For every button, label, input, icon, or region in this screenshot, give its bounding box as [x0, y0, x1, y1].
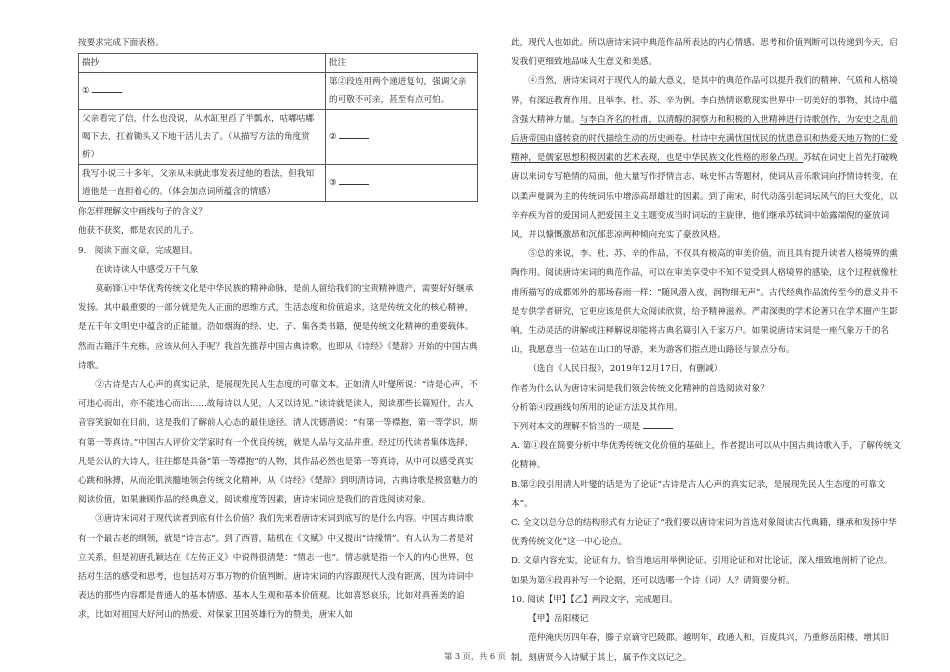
cell-label: ② [329, 132, 337, 143]
underlined-sentence: 与李白齐名的杜甫，以清醇的洞察力和积极的入世精神进行诗歌创作，为安史之乱前后唐帝国由盛转衰的时代描绘生动的历史画卷。杜诗中充满忧国忧民的忧患意识和热爱天地万物的仁爱精神，是儒家思想积极因素的艺术表现，也是中华民族文化性格的形象凸现。 [511, 114, 898, 164]
question-c-text: 下列对本文的理解不恰当的一项是 [511, 422, 640, 433]
article-title: 在读诗读人中感受万千气象 [95, 264, 199, 275]
answer-blank[interactable] [339, 174, 369, 185]
page-number: 第 3 页，共 6 页 [444, 651, 506, 661]
passage-jia-title: 【甲】岳阳楼记 [528, 614, 589, 625]
answer-blank[interactable] [339, 128, 369, 139]
cell-label: ① [82, 86, 90, 97]
table-cell-note: 第②段连用两个递进复句，强调父亲的可敬不可亲，甚至有点可怕。 [326, 73, 478, 110]
cell-label: ③ [329, 178, 337, 189]
question-a: 作者为什么认为唐诗宋词是我们领会传统文化精神的首选阅读对象？ [511, 383, 769, 394]
table-cell-note [326, 165, 478, 202]
answer-blank[interactable] [92, 82, 122, 93]
option-b: B.第②段引用清人叶燮的话是为了论证“古诗是古人心声的真实记录，是展现先民人生态度的可靠文本”。 [511, 479, 886, 509]
question-understand: 你怎样理解文中画线句子的含义？ [78, 207, 207, 218]
table-intro: 按要求完成下面表格。 [78, 38, 164, 48]
table-cell-excerpt [79, 73, 326, 110]
table-row [79, 165, 478, 202]
table-row [79, 73, 478, 110]
table-header-excerpt: 揣抄 [79, 54, 326, 73]
table-cell-excerpt: 父亲看完了信，什么也没说，从水缸里舀了半瓢水，咕嘟咕嘟喝下去，扛着锄头又下地干活儿去了。（从描写方法的角度赏析） [79, 110, 326, 165]
paragraph-4 [511, 72, 903, 245]
paragraph-2: ②古诗是古人心声的真实记录，是展现先民人生态度的可靠文本。正如清人叶燮所说：“诗是心声，不可违心而出，亦不能违心而出……故每诗以人见，人又以诗见。”读诗就是读人，阅读那些长篇短什，古人音容笑貌如在目前，这是我们了解前人心态的最佳途径。清人沈德潜说：“有第一等襟抱，第一等学识，斯有第一等真诗。”中国古人评价文学家时有一个优良传统，就是人品与文品并重。经过历代读者集体选择，凡是公认的大诗人，往往都是具备“第一等襟抱”的人物，其作品必然也是第一等真诗，从中可以感受真实心跳和脉搏，从而沦肌浃髓地领会传统文化精神。从《诗经》《楚辞》到明清诗词，古典诗歌是极富魅力的阅读价值，如果兼顾作品的经典意义，阅读难度等因素，唐诗宋词应是我们的首选阅读对象。 [78, 380, 478, 506]
question-d: 如果为第④段再补写一个论据，还可以选哪一个诗（词）人？请简要分析。 [511, 575, 795, 586]
paragraph-3-continued: 此，现代人也如此。所以唐诗宋词中典范作品所表达的内心情感、思考和价值判断可以传递到今天，启发我们更细致地品味人生意义和美感。 [511, 38, 898, 68]
annotation-table [78, 53, 478, 202]
table-cell-note [326, 110, 478, 165]
paragraph-1: 莫砺锋①中华优秀传统文化是中华民族的精神命脉，是前人留给我们的宝贵精神遗产，需要好好继承发扬。其中最重要的一部分就是先人正面的思维方式，生活态度和价值追求，这是传统文化的核心精神，是五千年文明史中蕴含的正能量。浩如烟海的经、史、子、集各类书籍，便是传统文化精神的重要载体。然而古籍汗牛充栋，应该从何入手呢？我首先推荐中国古典诗歌，也即从《诗经》《楚辞》开始的中国古典诗歌。 [78, 284, 478, 371]
answer-understand: 他获不获奖，都是农民的儿子。 [78, 226, 199, 237]
question-b: 分析第④段画线句所用的论证方法及其作用。 [511, 402, 683, 413]
article-source: （选自《人民日报》，2019年12月17日，有删减） [528, 364, 723, 375]
question-9: 9. 阅读下面文章，完成题目。 [78, 245, 198, 256]
table-row [79, 110, 478, 165]
table-header-note: 批注 [326, 54, 478, 73]
option-d: D. 文章内容充实，论证有力，恰当地运用举例论证、引用论证和对比论证，深入细致地剖析了论点。 [511, 556, 893, 567]
answer-blank[interactable] [643, 418, 673, 429]
paragraph-5: ⑤总的来说，李、杜、苏、辛的作品，不仅具有极高的审美价值，而且具有提升读者人格境界的熏陶作用。阅读唐诗宋词的典范作品，可以在审美享受中不知不觉受到人格境界的感染，这个过程就像杜甫所描写的成都郊外的那场春雨一样：“随风潜入夜，润物细无声”。古代经典作品流传至今的意义并不是专供学者研究，它更应该是供大众阅读欣赏，给予精神滋养。严肃深奥的学术论著只在学术圈产生影响，生动灵活的讲解或注释解说却能将古典名篇引入千家万户。如果说唐诗宋词是一座气象万千的名山，我愿意当一位站在山口的导游，来为游客们指点进山路径与景点分布。 [511, 249, 898, 356]
left-column [78, 34, 480, 626]
option-a: A. 第①段在简要分析中华优秀传统文化价值的基础上，作者提出可以从中国古典诗歌入手，了解传统文化精神。 [511, 441, 901, 471]
question-c [511, 418, 903, 437]
question-10: 10. 阅读【甲】【乙】两段文字，完成题目。 [511, 594, 678, 605]
paragraph-3: ③唐诗宋词对于现代读者到底有什么价值？我们先来看唐诗宋词到底写的是什么内容。中国古典诗歌有一个最古老的纲领，就是“诗言志”。到了西晋，陆机在《文赋》中又提出“诗缘情”。有人认为二者是对立关系，但是初唐孔颖达在《左传正义》中说得很清楚：“情志一也”。情志就是指一个人的内心世界，包括对生活的感受和思考，也包括对万事万物的价值判断。唐诗宋词的内容跟现代人没有距离，因为诗词中表达的那些内容都是普通人的基本情感、基本人生观和基本价值观。比如喜怒哀乐，比如对真善美的追求，比如对祖国大好河山的热爱、对保家卫国英雄行为的赞美，唐宋人如 [78, 514, 474, 621]
paragraph-4-start: ④当然，唐诗宋词对于现代人的最大意义，是其中的典范作品可以提升我们的精神、气质和人格境界，有深远教育作用。且举李、杜、苏、辛为例。李白热情讴歌现实世界中一切美好的事物，其诗中蕴含强大精神力量。 [511, 76, 898, 125]
passage-jia-text: 范仲淹庆历四年春，滕子京谪守巴陵郡。越明年，政通人和，百废具兴，乃重修岳阳楼，增其旧制，刻唐贤今人诗赋于其上，属予作文以记之。 [511, 633, 890, 663]
table-header-row [79, 54, 478, 73]
right-column [511, 34, 903, 668]
paragraph-4-end: 苏轼在词史上首先打破晚唐以来词专写艳情的局面，他大量写作抒情言志、咏史怀古等题材，使词从音乐歌词向抒情诗转变，在以柔声曼调为主的传统词乐中增添高昂雄壮的因素。到了南宋，时代动荡引起词坛风气的巨大变化，以辛弃疾为首的爱国词人把爱国主义主题变成当时词坛的主旋律，他们继承苏轼词中始露端倪的豪放词风，并以慷慨激昂和沉郁悲凉两种倾向充实了豪放风格。 [511, 153, 898, 241]
table-cell-excerpt: 我写小说三十多年，父亲从未就此事发表过他的看法，但我知道他是一直担着心的。（体会加点词所蕴含的情感） [79, 165, 326, 202]
option-c: C. 全文以总分总的结构形式有力论证了“我们要以唐诗宋词为首选对象阅读古代典籍，继承和发扬中华优秀传统文化”这一中心论点。 [511, 518, 897, 548]
